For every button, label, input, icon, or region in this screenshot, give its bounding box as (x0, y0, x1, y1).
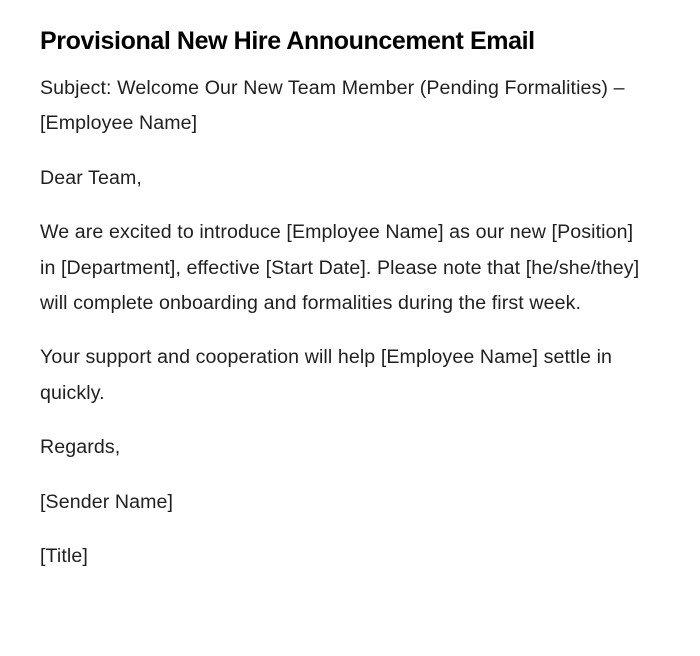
email-body-intro: We are excited to introduce [Employee Name] as our new [Position] in [Department], effective [Start Date]. Please note that [he/she/they] will complete onboarding and formalities during the first week. (40, 221, 640, 315)
document-title: Provisional New Hire Announcement Email (40, 27, 535, 55)
email-closing: Regards, (40, 436, 121, 459)
email-document (40, 24, 652, 593)
email-body-support: Your support and cooperation will help [Employee Name] settle in quickly. (40, 346, 613, 404)
email-subject: Subject: Welcome Our New Team Member (Pending Formalities) – [Employee Name] (40, 77, 625, 135)
sender-title: [Title] (40, 545, 88, 568)
email-greeting: Dear Team, (40, 166, 142, 189)
sender-name: [Sender Name] (40, 490, 174, 513)
